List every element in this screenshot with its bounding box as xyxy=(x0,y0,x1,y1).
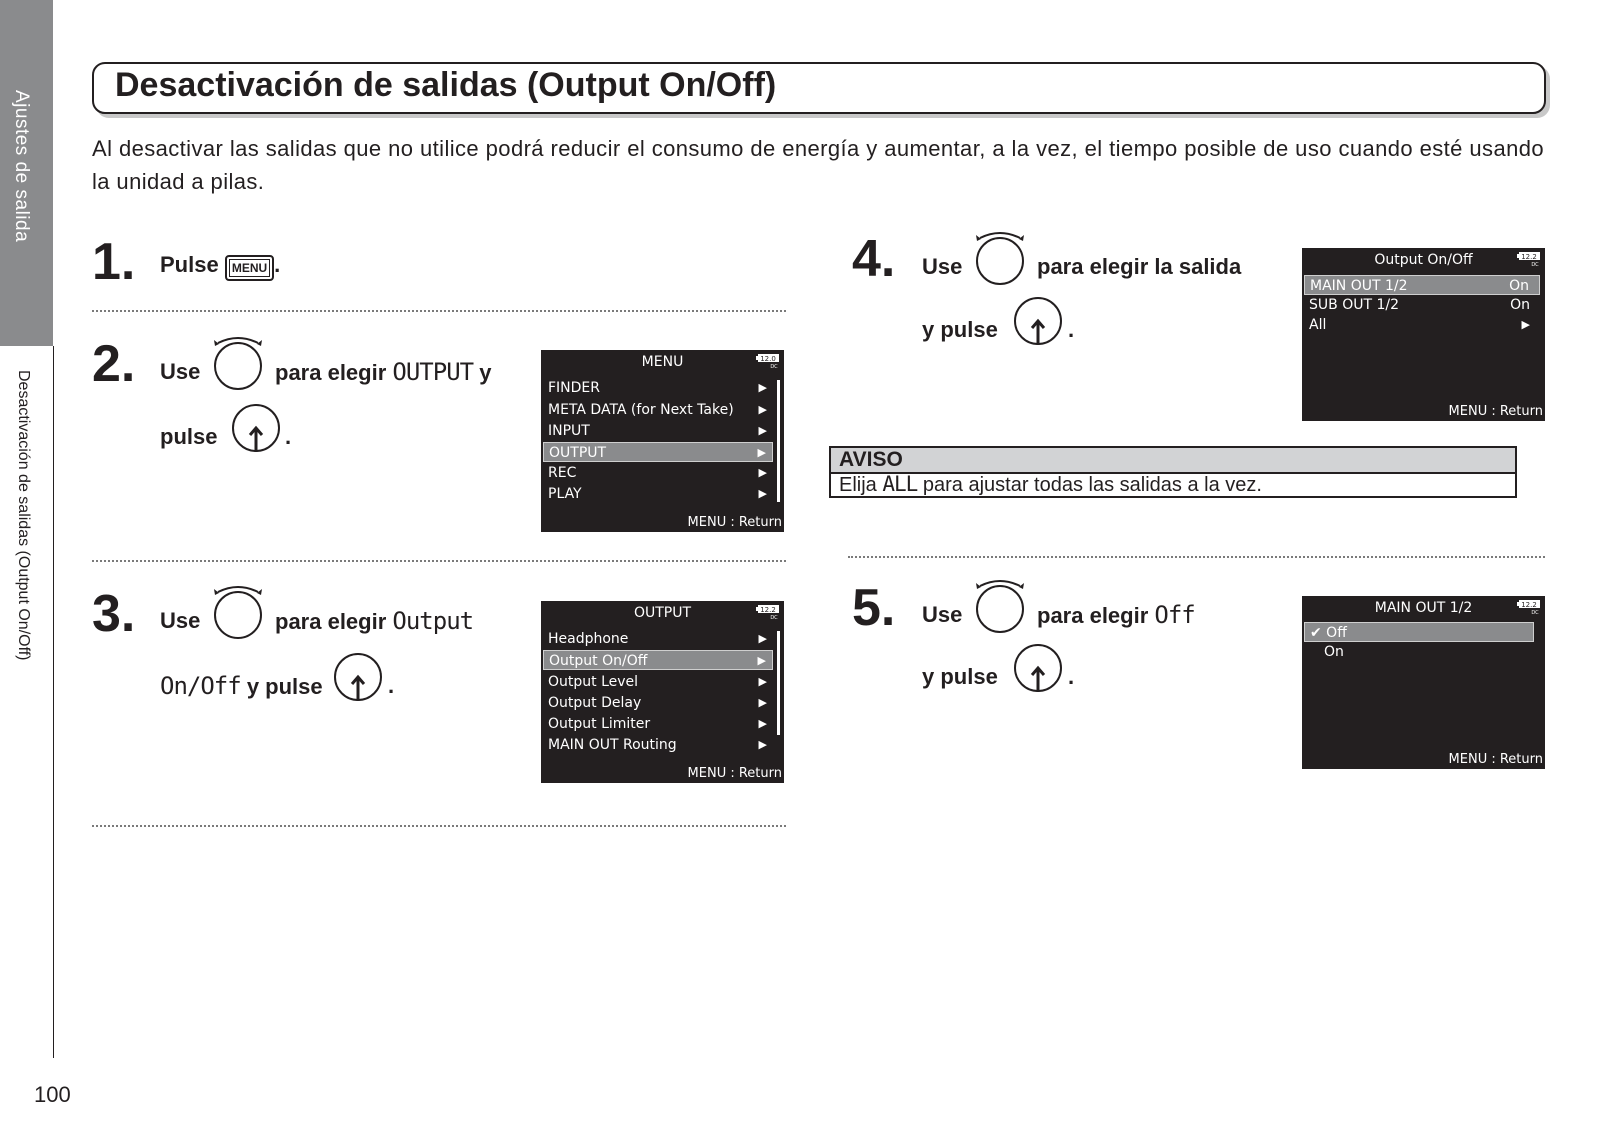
rotate-dial-icon xyxy=(212,334,264,390)
step-2-line-1b xyxy=(275,357,491,388)
page-number: 100 xyxy=(34,1082,71,1107)
page-title: Desactivación de salidas (Output On/Off) xyxy=(115,66,777,104)
menu-item: INPUT ▶ xyxy=(548,423,767,439)
menu-key-icon: MENU xyxy=(225,255,274,281)
divider xyxy=(92,310,786,312)
sidebar-page-label: Desactivación de salidas (Output On/Off) xyxy=(15,370,32,661)
svg-text:DC: DC xyxy=(770,364,778,369)
divider xyxy=(92,825,786,827)
aviso-code: ALL xyxy=(882,472,918,496)
intro-paragraph: Al desactivar las salidas que no utilice podrá reducir el consumo de energía y aumentar, a la vez, el tiempo posible de uso cuando esté usando la unidad a pilas. xyxy=(92,136,1544,194)
step-2-pulse: pulse xyxy=(160,424,218,449)
menu-item-selected: OUTPUT ▶ xyxy=(543,442,773,462)
aviso-text-after: para ajustar todas las salidas a la vez. xyxy=(922,474,1262,496)
svg-text:12.2: 12.2 xyxy=(1521,253,1537,261)
lcd-output-onoff xyxy=(1302,248,1545,421)
step-3-end: . xyxy=(388,673,395,698)
step-2-item: OUTPUT xyxy=(392,358,474,386)
menu-item: META DATA (for Next Take) ▶ xyxy=(548,402,767,418)
battery-icon xyxy=(756,353,780,369)
step-2-choose: para elegir xyxy=(275,360,387,385)
divider xyxy=(848,556,1545,558)
lcd-footer: MENU : Return xyxy=(687,766,782,781)
step-5-end: . xyxy=(1068,664,1075,689)
lcd-footer: MENU : Return xyxy=(1448,404,1543,419)
sidebar-divider xyxy=(53,346,54,1058)
lcd-main-out xyxy=(1302,596,1545,769)
aviso-body xyxy=(829,470,1517,498)
menu-item: Headphone ▶ xyxy=(548,631,767,647)
press-dial-icon xyxy=(1012,295,1064,351)
step-2-use: Use xyxy=(160,359,201,384)
battery-icon xyxy=(1517,251,1541,267)
press-dial-icon xyxy=(1012,642,1064,698)
step-3-item2: On/Off xyxy=(160,672,241,700)
scrollbar xyxy=(777,631,780,735)
scrollbar xyxy=(777,380,780,502)
step-5-choose: para elegir xyxy=(1037,603,1149,628)
lcd-menu xyxy=(541,350,784,532)
menu-item-selected: Output On/Off ▶ xyxy=(543,650,773,670)
step-3-pulse: y pulse xyxy=(246,674,323,699)
menu-item: FINDER ▶ xyxy=(548,380,767,396)
rotate-dial-icon xyxy=(212,583,264,639)
step-3-use: Use xyxy=(160,608,201,633)
step-4-pulse: y pulse xyxy=(922,317,998,342)
lcd-title: MAIN OUT 1/2 xyxy=(1374,600,1473,616)
rotate-dial-icon xyxy=(974,229,1026,285)
step-5-number: 5. xyxy=(852,579,896,637)
step-1-pulse: Pulse xyxy=(160,252,219,277)
svg-text:DC: DC xyxy=(770,615,778,620)
step-1-text xyxy=(160,250,280,281)
step-2-number: 2. xyxy=(92,335,136,393)
step-3-number: 3. xyxy=(92,585,136,643)
menu-item: On xyxy=(1324,644,1344,660)
lcd-output xyxy=(541,601,784,783)
press-dial-icon xyxy=(230,402,282,458)
step-1-number: 1. xyxy=(92,233,136,291)
svg-text:12.0: 12.0 xyxy=(760,355,776,363)
step-2-line-1 xyxy=(160,357,200,387)
menu-item: All ▶ xyxy=(1309,317,1530,333)
svg-text:12.2: 12.2 xyxy=(760,606,776,614)
menu-item-selected: ✔ Off xyxy=(1304,622,1534,642)
menu-item-selected: MAIN OUT 1/2 On xyxy=(1304,275,1540,295)
step-5-pulse: y pulse xyxy=(922,664,998,689)
battery-icon xyxy=(756,604,780,620)
svg-text:DC: DC xyxy=(1531,262,1539,267)
menu-item: MAIN OUT Routing ▶ xyxy=(548,737,767,753)
aviso-text-before: Elija xyxy=(839,474,877,496)
divider xyxy=(92,560,786,562)
menu-item: REC ▶ xyxy=(548,465,767,481)
sidebar-section-label: Ajustes de salida xyxy=(11,90,32,243)
step-5-item: Off xyxy=(1154,601,1195,629)
step-5-use: Use xyxy=(922,602,963,627)
menu-item: Output Level ▶ xyxy=(548,674,767,690)
menu-item: SUB OUT 1/2 On xyxy=(1309,297,1530,313)
rotate-dial-icon xyxy=(974,577,1026,633)
step-3-line-1b xyxy=(275,606,473,637)
lcd-footer: MENU : Return xyxy=(687,515,782,530)
aviso-heading: AVISO xyxy=(829,446,1517,474)
lcd-title: Output On/Off xyxy=(1374,252,1473,268)
step-5-line-1b xyxy=(1037,600,1195,631)
svg-text:DC: DC xyxy=(1531,610,1539,615)
step-2-conj: y xyxy=(479,360,492,385)
lcd-footer: MENU : Return xyxy=(1448,752,1543,767)
menu-item: PLAY ▶ xyxy=(548,486,767,502)
battery-icon xyxy=(1517,599,1541,615)
step-4-choose: para elegir la salida xyxy=(1037,254,1242,279)
press-dial-icon xyxy=(332,651,384,707)
step-2-end: . xyxy=(285,424,292,449)
lcd-title: MENU xyxy=(641,354,684,370)
step-1-end: . xyxy=(274,252,281,277)
step-4-end: . xyxy=(1068,317,1075,342)
svg-text:12.2: 12.2 xyxy=(1521,601,1537,609)
menu-item: Output Limiter ▶ xyxy=(548,716,767,732)
step-3-item: Output xyxy=(392,607,474,635)
step-4-use: Use xyxy=(922,254,963,279)
lcd-title: OUTPUT xyxy=(633,605,692,621)
step-3-choose: para elegir xyxy=(275,609,387,634)
step-4-number: 4. xyxy=(852,230,896,288)
step-3-line-2 xyxy=(160,671,323,702)
menu-item: Output Delay ▶ xyxy=(548,695,767,711)
